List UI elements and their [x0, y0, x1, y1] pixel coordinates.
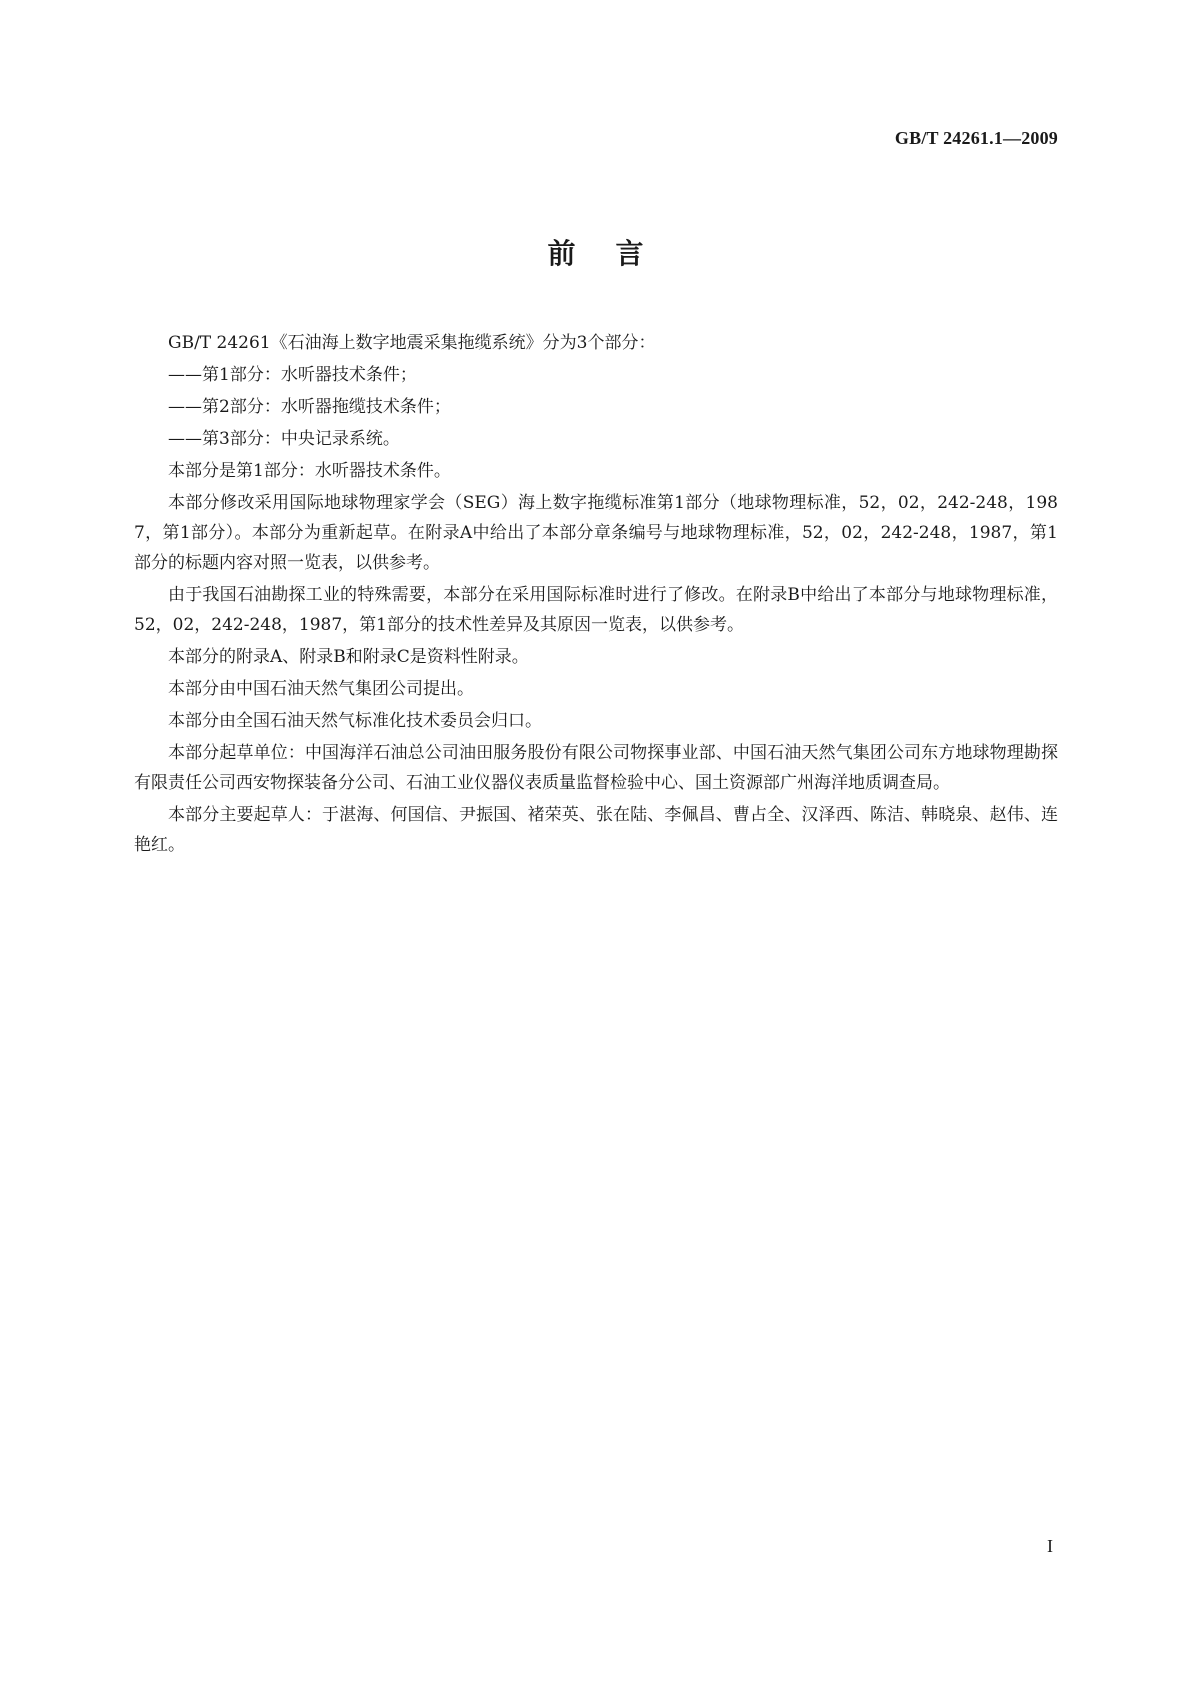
- list-item-part-2: ——第2部分：水听器拖缆技术条件；: [168, 397, 451, 417]
- paragraph-proposed-by: 本部分由中国石油天然气集团公司提出。: [168, 679, 474, 699]
- standard-code: GB/T 24261.1—2009: [894, 128, 1058, 148]
- paragraph-drafting-units: 本部分起草单位：中国海洋石油总公司油田服务股份有限公司物探事业部、中国石油天然气集团公司东方地球物理勘探有限责任公司西安物探装备分公司、石油工业仪器仪表质量监督检验中心、国土资源部广州海洋地质调查局。: [134, 743, 1058, 793]
- page-title: 前言: [547, 237, 684, 270]
- page-number: I: [1047, 1536, 1053, 1556]
- paragraph-centralized-by: 本部分由全国石油天然气标准化技术委员会归口。: [168, 711, 542, 731]
- paragraph-modifications: 由于我国石油勘探工业的特殊需要，本部分在采用国际标准时进行了修改。在附录B中给出了本部分与地球物理标准，52，02，242-248，1987，第1部分的技术性差异及其原因一览表，以供参考。: [134, 585, 1058, 635]
- paragraph-this-part: 本部分是第1部分：水听器技术条件。: [168, 461, 451, 481]
- paragraph-drafters: 本部分主要起草人：于湛海、何国信、尹振国、褚荣英、张在陆、李佩昌、曹占全、汉泽西、陈洁、韩晓泉、赵伟、连艳红。: [134, 805, 1058, 855]
- list-item-part-1: ——第1部分：水听器技术条件；: [168, 365, 417, 385]
- paragraph-parts-intro: GB/T 24261《石油海上数字地震采集拖缆系统》分为3个部分：: [168, 333, 656, 353]
- foreword-body: [134, 328, 1058, 862]
- paragraph-adoption: 本部分修改采用国际地球物理家学会（SEG）海上数字拖缆标准第1部分（地球物理标准，52，02，242-248，1987，第1部分）。本部分为重新起草。在附录A中给出了本部分章条编号与地球物理标准，52，02，242-248，1987，第1部分的标题内容对照一览表，以供参考。: [134, 493, 1058, 573]
- list-item-part-3: ——第3部分：中央记录系统。: [168, 429, 400, 449]
- paragraph-annexes: 本部分的附录A、附录B和附录C是资料性附录。: [168, 647, 529, 667]
